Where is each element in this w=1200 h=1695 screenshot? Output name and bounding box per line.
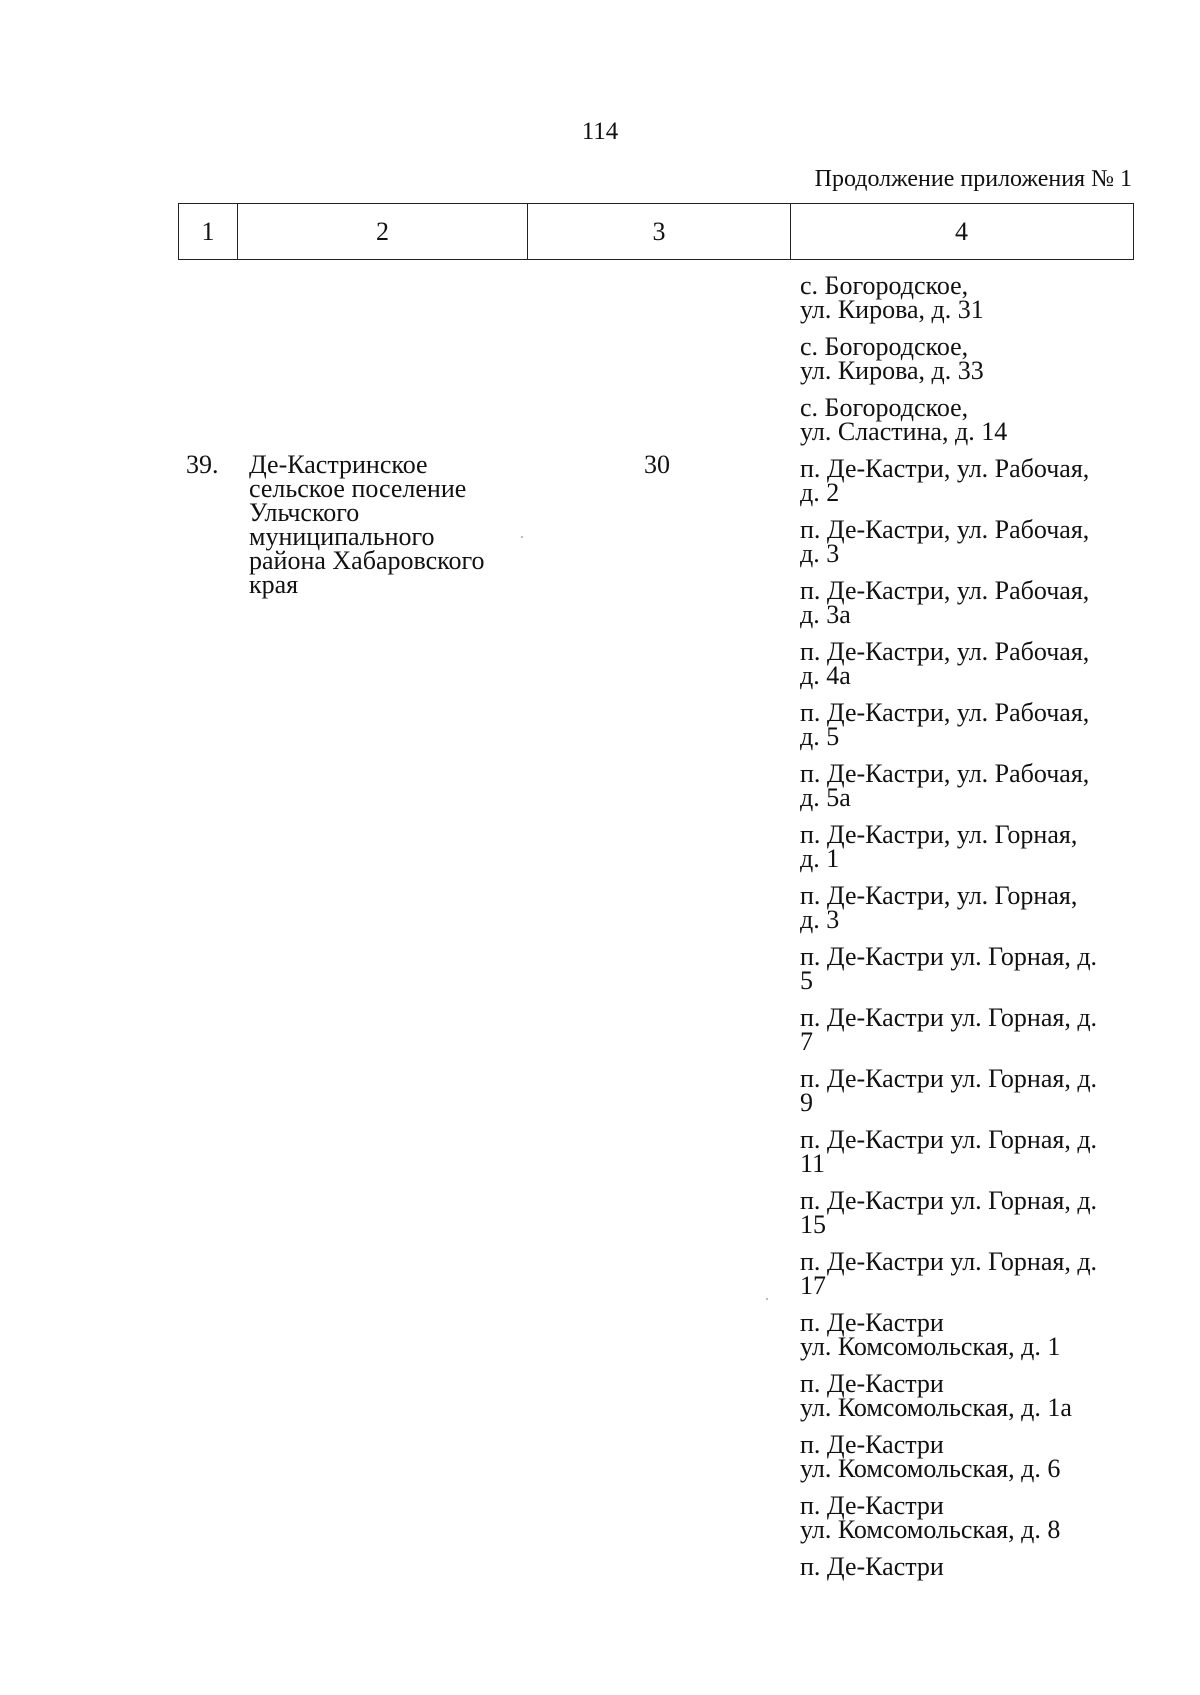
address-line-1: п. Де-Кастри, ул. Рабочая, [800,518,1090,544]
address-line-2: д. 3а [800,600,851,629]
settlement-name-line: края [249,570,299,599]
row-count: 30 [644,450,670,479]
table-header [178,203,1134,260]
address-item [800,701,1140,762]
address-line-1: п. Де-Кастри [800,1433,944,1459]
address-item [800,945,1140,1006]
address-line-1: п. Де-Кастри, ул. Рабочая, [800,762,1090,788]
address-line-1: п. Де-Кастри [800,1311,944,1337]
address-line-2: д. 2 [800,478,840,507]
address-line-1: п. Де-Кастри, ул. Горная, [800,823,1078,849]
address-item [800,457,1140,518]
address-line-1: с. Богородское, [800,396,969,422]
address-line-2: 17 [800,1271,826,1300]
address-line-2: 11 [800,1149,826,1178]
settlement-name-line: муниципального [249,522,435,551]
address-line-2: ул. Комсомольская, д. 8 [800,1515,1061,1544]
address-line-2: ул. Комсомольская, д. 1 [800,1332,1061,1361]
settlement-name-line: Ульчского [249,498,360,527]
header-cell-3: 3 [528,204,791,259]
scan-speck [766,1298,768,1300]
address-line-2: 7 [800,1027,813,1056]
address-item [800,518,1140,579]
address-line-1: с. Богородское, [800,274,969,300]
address-item [800,1006,1140,1067]
address-item [800,1128,1140,1189]
header-cell-1: 1 [179,204,238,259]
address-line-1: с. Богородское, [800,335,969,361]
address-line-2: д. 5а [800,783,851,812]
settlement-name-line: сельское поселение [249,474,467,503]
address-line-1: п. Де-Кастри, ул. Рабочая, [800,457,1090,483]
address-line-1: п. Де-Кастри, ул. Рабочая, [800,701,1090,727]
address-item [800,1250,1140,1311]
address-line-1: п. Де-Кастри ул. Горная, д. [800,1128,1098,1154]
address-line-1: п. Де-Кастри [800,1555,944,1581]
address-list [800,274,1140,1616]
address-item [800,640,1140,701]
address-line-2: д. 3 [800,905,840,934]
address-item [800,884,1140,945]
address-item [800,1555,1140,1616]
address-item [800,579,1140,640]
address-line-1: п. Де-Кастри ул. Горная, д. [800,1250,1098,1276]
address-line-1: п. Де-Кастри ул. Горная, д. [800,1067,1098,1093]
address-line-2: д. 3 [800,539,840,568]
address-item [800,1372,1140,1433]
address-item [800,396,1140,457]
page-number: 114 [581,118,619,145]
address-line-1: п. Де-Кастри, ул. Рабочая, [800,579,1090,605]
address-line-2: ул. Кирова, д. 31 [800,295,984,324]
row-number: 39. [186,450,219,479]
address-line-2: 15 [800,1210,826,1239]
address-item [800,1189,1140,1250]
settlement-name-line: Де-Кастринское [249,450,428,479]
header-cell-2: 2 [238,204,528,259]
settlement-name-line: района Хабаровского [249,546,485,575]
scan-speck [521,536,523,538]
address-line-1: п. Де-Кастри, ул. Горная, [800,884,1078,910]
address-line-2: д. 1 [800,844,840,873]
address-line-2: ул. Сластина, д. 14 [800,417,1008,446]
address-line-1: п. Де-Кастри, ул. Рабочая, [800,640,1090,666]
address-item [800,1311,1140,1372]
address-item [800,1433,1140,1494]
address-item [800,335,1140,396]
address-line-2: ул. Комсомольская, д. 1а [800,1393,1072,1422]
annex-caption: Продолжение приложения № 1 [814,166,1132,192]
address-item [800,823,1140,884]
address-item [800,1067,1140,1128]
address-line-2: д. 5 [800,722,840,751]
address-item [800,274,1140,335]
address-line-1: п. Де-Кастри ул. Горная, д. [800,945,1098,971]
header-cell-4: 4 [955,216,968,246]
address-line-1: п. Де-Кастри ул. Горная, д. [800,1189,1098,1215]
address-line-1: п. Де-Кастри ул. Горная, д. [800,1006,1098,1032]
address-line-2: 9 [800,1088,813,1117]
address-line-2: 5 [800,966,813,995]
address-item [800,1494,1140,1555]
address-line-2: ул. Кирова, д. 33 [800,356,984,385]
address-item [800,762,1140,823]
settlement-name [249,450,524,599]
address-line-1: п. Де-Кастри [800,1372,944,1398]
address-line-1: п. Де-Кастри [800,1494,944,1520]
address-line-2: ул. Комсомольская, д. 6 [800,1454,1061,1483]
address-line-2: д. 4а [800,661,851,690]
